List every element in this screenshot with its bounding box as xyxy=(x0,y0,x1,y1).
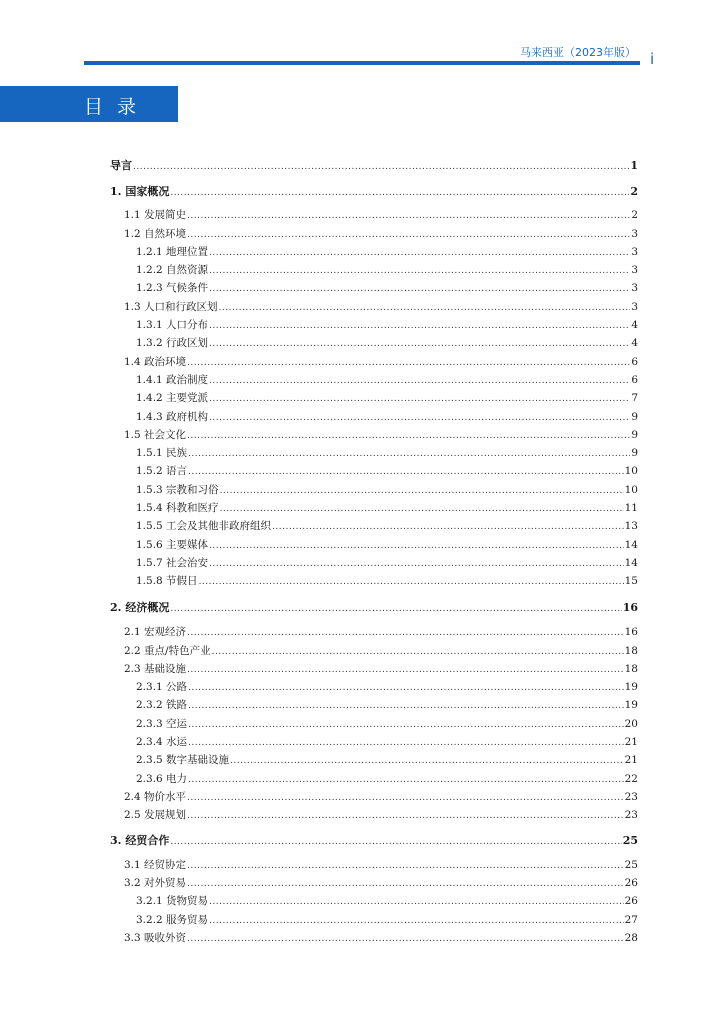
toc-entry[interactable] xyxy=(110,832,638,848)
toc-entry-label: 1.4 政治环境 xyxy=(124,356,187,368)
toc-entry[interactable] xyxy=(110,390,638,406)
toc-entry-page: 4 xyxy=(631,319,638,331)
toc-leader-dots xyxy=(209,321,630,331)
toc-entry-label: 1.1 发展简史 xyxy=(124,209,187,221)
toc-entry-label: 3. 经贸合作 xyxy=(110,834,170,847)
toc-leader-dots xyxy=(230,756,624,766)
toc-entry[interactable] xyxy=(110,661,638,677)
toc-entry-page: 11 xyxy=(624,502,638,514)
toc-entry-page: 10 xyxy=(624,465,638,477)
toc-leader-dots xyxy=(187,431,630,441)
toc-leader-dots xyxy=(219,303,631,313)
toc-entry-page: 14 xyxy=(624,539,638,551)
toc-entry[interactable] xyxy=(110,207,638,223)
toc-leader-dots xyxy=(170,604,621,614)
toc-entry[interactable] xyxy=(110,771,638,787)
toc-entry-label: 1.5.2 语言 xyxy=(136,465,188,477)
toc-leader-dots xyxy=(170,188,629,198)
toc-entry[interactable] xyxy=(110,427,638,443)
toc-entry[interactable] xyxy=(110,789,638,805)
toc-entry[interactable] xyxy=(110,463,638,479)
toc-entry-page: 3 xyxy=(631,264,638,276)
toc-entry-page: 2 xyxy=(631,209,638,221)
toc-entry[interactable] xyxy=(110,409,638,425)
toc-entry[interactable] xyxy=(110,893,638,909)
toc-entry-page: 19 xyxy=(624,699,638,711)
toc-entry[interactable] xyxy=(110,482,638,498)
toc-entry-label: 3.2.2 服务贸易 xyxy=(136,914,209,926)
toc-entry-page: 21 xyxy=(624,736,638,748)
page-number: i xyxy=(650,50,655,68)
toc-entry-page: 19 xyxy=(624,681,638,693)
toc-leader-dots xyxy=(187,211,630,221)
toc-entry[interactable] xyxy=(110,555,638,571)
toc-entry-page: 18 xyxy=(624,645,638,657)
toc-leader-dots xyxy=(187,230,630,240)
toc-leader-dots xyxy=(209,284,630,294)
toc-entry-label: 2.5 发展规划 xyxy=(124,809,187,821)
toc-leader-dots xyxy=(188,449,630,459)
toc-entry-page: 2 xyxy=(630,185,638,198)
toc-entry-page: 7 xyxy=(631,392,638,404)
toc-entry-label: 1.5.3 宗教和习俗 xyxy=(136,484,219,496)
toc-leader-dots xyxy=(272,522,624,532)
toc-leader-dots xyxy=(187,811,624,821)
toc-entry-label: 1.4.2 主要党派 xyxy=(136,392,209,404)
toc-entry-label: 2.3.1 公路 xyxy=(136,681,188,693)
toc-entry-page: 27 xyxy=(624,914,638,926)
toc-leader-dots xyxy=(187,861,624,871)
toc-entry-label: 2.3.2 铁路 xyxy=(136,699,188,711)
toc-entry-label: 1.2.3 气候条件 xyxy=(136,282,209,294)
toc-entry[interactable] xyxy=(110,875,638,891)
toc-entry-page: 25 xyxy=(624,859,638,871)
toc-entry-page: 14 xyxy=(624,557,638,569)
toc-leader-dots xyxy=(220,504,624,514)
toc-leader-dots xyxy=(187,934,624,944)
toc-entry-page: 23 xyxy=(624,791,638,803)
toc-entry[interactable] xyxy=(110,930,638,946)
toc-entry-page: 20 xyxy=(624,718,638,730)
toc-leader-dots xyxy=(187,793,624,803)
toc-entry[interactable] xyxy=(110,734,638,750)
toc-entry-label: 导言 xyxy=(110,159,132,172)
toc-leader-dots xyxy=(209,897,624,907)
toc-leader-dots xyxy=(220,486,624,496)
toc-entry[interactable] xyxy=(110,183,638,199)
toc-entry-label: 1.5.4 科教和医疗 xyxy=(136,502,219,514)
toc-leader-dots xyxy=(188,701,624,711)
toc-leader-dots xyxy=(209,248,630,258)
toc-entry-page: 3 xyxy=(631,246,638,258)
toc-entry-page: 13 xyxy=(624,520,638,532)
toc-leader-dots xyxy=(187,665,624,675)
toc-entry-page: 26 xyxy=(624,877,638,889)
toc-entry[interactable] xyxy=(110,244,638,260)
toc-leader-dots xyxy=(188,775,624,785)
header-title: 马来西亚（2023年版） xyxy=(520,46,636,59)
toc-entry-label: 1.4.3 政府机构 xyxy=(136,411,209,423)
toc-entry-label: 1. 国家概况 xyxy=(110,185,170,198)
toc-entry-label: 1.5.6 主要媒体 xyxy=(136,539,209,551)
toc-entry-page: 9 xyxy=(631,429,638,441)
toc-leader-dots xyxy=(188,720,624,730)
toc-entry-page: 10 xyxy=(624,484,638,496)
toc-leader-dots xyxy=(209,541,624,551)
toc-entry-label: 2.3.3 空运 xyxy=(136,718,188,730)
toc-leader-dots xyxy=(209,559,624,569)
toc-entry-label: 3.2 对外贸易 xyxy=(124,877,187,889)
toc-entry[interactable] xyxy=(110,697,638,713)
toc-entry-page: 18 xyxy=(624,663,638,675)
toc-leader-dots xyxy=(187,879,624,889)
header-rule xyxy=(84,61,640,65)
toc-entry-label: 1.4.1 政治制度 xyxy=(136,374,209,386)
toc-leader-dots xyxy=(188,467,624,477)
toc-entry-page: 25 xyxy=(622,834,638,847)
toc-entry-page: 6 xyxy=(631,356,638,368)
section-title: 目录 xyxy=(84,96,151,118)
toc-entry-page: 9 xyxy=(631,411,638,423)
toc-entry[interactable] xyxy=(110,679,638,695)
toc-entry-label: 1.3.1 人口分布 xyxy=(136,319,209,331)
toc-entry-page: 3 xyxy=(631,282,638,294)
toc-entry-label: 1.3.2 行政区划 xyxy=(136,337,209,349)
toc-leader-dots xyxy=(133,162,629,172)
toc-entry-page: 23 xyxy=(624,809,638,821)
toc-entry[interactable] xyxy=(110,857,638,873)
toc-entry[interactable] xyxy=(110,372,638,388)
toc-entry-page: 15 xyxy=(624,575,638,587)
toc-entry-page: 4 xyxy=(631,337,638,349)
toc-entry-page: 3 xyxy=(631,301,638,313)
toc-entry-label: 2.2 重点/特色产业 xyxy=(124,645,211,657)
toc-entry-label: 2.3.6 电力 xyxy=(136,773,188,785)
toc-entry[interactable] xyxy=(110,573,638,589)
toc-entry[interactable] xyxy=(110,518,638,534)
toc-entry-label: 3.3 吸收外资 xyxy=(124,932,187,944)
toc-entry-label: 2.4 物价水平 xyxy=(124,791,187,803)
toc-entry-label: 1.2.2 自然资源 xyxy=(136,264,209,276)
toc-entry[interactable] xyxy=(110,500,638,516)
toc-leader-dots xyxy=(209,394,630,404)
toc-entry[interactable] xyxy=(110,280,638,296)
toc-entry-page: 3 xyxy=(631,228,638,240)
toc-entry-page: 9 xyxy=(631,447,638,459)
toc-leader-dots xyxy=(199,577,624,587)
toc-entry-label: 2.3.5 数字基础设施 xyxy=(136,754,230,766)
toc-entry[interactable] xyxy=(110,445,638,461)
toc-entry[interactable] xyxy=(110,262,638,278)
toc-entry-label: 1.5.1 民族 xyxy=(136,447,188,459)
toc-leader-dots xyxy=(209,413,630,423)
toc-leader-dots xyxy=(187,628,624,638)
toc-entry[interactable] xyxy=(110,299,638,315)
toc-entry-label: 1.2.1 地理位置 xyxy=(136,246,209,258)
toc-entry-label: 2. 经济概况 xyxy=(110,601,170,614)
toc-entry[interactable] xyxy=(110,354,638,370)
toc-entry-label: 1.3 人口和行政区划 xyxy=(124,301,218,313)
toc-entry-page: 22 xyxy=(624,773,638,785)
toc-entry[interactable] xyxy=(110,752,638,768)
toc-entry[interactable] xyxy=(110,599,638,615)
toc-leader-dots xyxy=(209,916,624,926)
toc-entry[interactable] xyxy=(110,716,638,732)
toc-leader-dots xyxy=(209,339,630,349)
toc-entry-page: 28 xyxy=(624,932,638,944)
toc-entry-label: 1.2 自然环境 xyxy=(124,228,187,240)
toc-entry[interactable] xyxy=(110,335,638,351)
toc-entry[interactable] xyxy=(110,624,638,640)
toc-entry-page: 16 xyxy=(622,601,638,614)
toc-leader-dots xyxy=(187,358,630,368)
toc-entry-page: 6 xyxy=(631,374,638,386)
toc-entry-label: 1.5.7 社会治安 xyxy=(136,557,209,569)
toc-entry-page: 16 xyxy=(624,626,638,638)
toc-leader-dots xyxy=(209,376,630,386)
toc-entry-label: 2.3 基础设施 xyxy=(124,663,187,675)
toc-entry-page: 1 xyxy=(630,159,638,172)
toc-entry[interactable] xyxy=(110,537,638,553)
toc-leader-dots xyxy=(188,683,624,693)
toc-leader-dots xyxy=(209,266,630,276)
toc-entry-label: 2.1 宏观经济 xyxy=(124,626,187,638)
toc-leader-dots xyxy=(170,837,621,847)
toc-entry[interactable] xyxy=(110,226,638,242)
toc-entry-label: 3.1 经贸协定 xyxy=(124,859,187,871)
toc-entry[interactable] xyxy=(110,807,638,823)
toc-entry[interactable] xyxy=(110,643,638,659)
toc-entry[interactable] xyxy=(110,317,638,333)
toc-entry-label: 2.3.4 水运 xyxy=(136,736,188,748)
toc-entry-label: 1.5.5 工会及其他非政府组织 xyxy=(136,520,272,532)
toc-entry[interactable] xyxy=(110,157,638,173)
toc-entry-label: 1.5.8 节假日 xyxy=(136,575,198,587)
toc-leader-dots xyxy=(212,647,624,657)
toc-entry-label: 1.5 社会文化 xyxy=(124,429,187,441)
toc-leader-dots xyxy=(188,738,624,748)
toc-entry-label: 3.2.1 货物贸易 xyxy=(136,895,209,907)
toc-entry-page: 21 xyxy=(624,754,638,766)
toc-entry[interactable] xyxy=(110,912,638,928)
toc-entry-page: 26 xyxy=(624,895,638,907)
